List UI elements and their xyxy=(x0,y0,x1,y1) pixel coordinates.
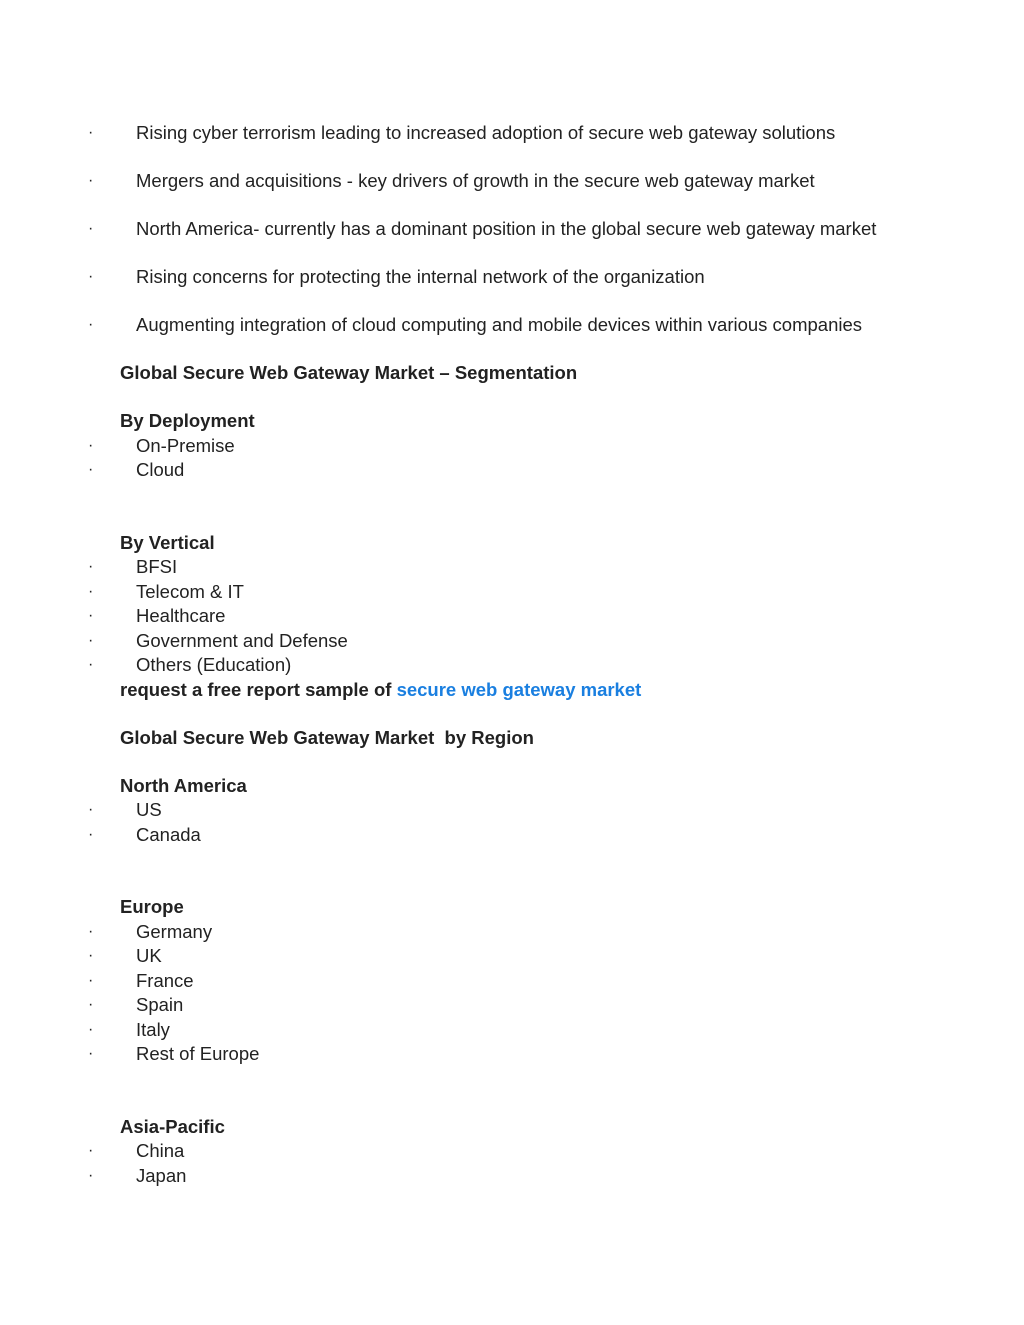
bullet-icon: · xyxy=(88,656,94,673)
list-item xyxy=(0,944,1024,968)
bullet-icon: · xyxy=(88,947,94,964)
bullet-icon: · xyxy=(88,124,94,141)
bullet-icon: · xyxy=(88,996,94,1013)
highlight-text: Rising cyber terrorism leading to increased adoption of secure web gateway solutions xyxy=(136,122,836,143)
list-item-text: Rest of Europe xyxy=(136,1043,260,1064)
list-item xyxy=(0,920,1024,944)
bullet-icon: · xyxy=(88,632,94,649)
bullet-icon: · xyxy=(88,826,94,843)
asia-pacific-heading-text: Asia-Pacific xyxy=(120,1116,225,1137)
region-title xyxy=(0,726,1024,750)
list-item xyxy=(0,1042,1024,1066)
list-item-text: Cloud xyxy=(136,459,185,480)
highlight-text: Augmenting integration of cloud computing and mobile devices within various companies xyxy=(136,314,863,335)
bullet-icon: · xyxy=(88,801,94,818)
list-item xyxy=(0,823,1024,847)
list-item xyxy=(0,458,1024,482)
europe-heading xyxy=(0,895,1024,919)
list-item xyxy=(0,653,1024,677)
highlight-item xyxy=(0,265,1024,289)
list-item-text: Others (Education) xyxy=(136,654,292,675)
region-title-text: Global Secure Web Gateway Market by Region xyxy=(120,727,534,748)
bullet-icon: · xyxy=(88,461,94,478)
list-item-text: UK xyxy=(136,945,162,966)
list-item-text: On-Premise xyxy=(136,435,235,456)
list-item xyxy=(0,993,1024,1017)
bullet-icon: · xyxy=(88,1142,94,1159)
list-item xyxy=(0,434,1024,458)
sample-request-text xyxy=(120,678,641,702)
list-item-text: Government and Defense xyxy=(136,630,348,651)
bullet-icon: · xyxy=(88,437,94,454)
vertical-heading-text: By Vertical xyxy=(120,532,215,553)
bullet-icon: · xyxy=(88,1045,94,1062)
highlight-text: North America- currently has a dominant position in the global secure web gateway market xyxy=(136,218,877,239)
highlight-text: Rising concerns for protecting the internal network of the organization xyxy=(136,266,705,287)
bullet-icon: · xyxy=(88,268,94,285)
bullet-icon: · xyxy=(88,923,94,940)
list-item-text: France xyxy=(136,970,194,991)
north-america-heading xyxy=(0,774,1024,798)
list-item-text: US xyxy=(136,799,162,820)
list-item-text: Germany xyxy=(136,921,213,942)
bullet-icon: · xyxy=(88,972,94,989)
list-item-text: Healthcare xyxy=(136,605,226,626)
bullet-icon: · xyxy=(88,220,94,237)
europe-heading-text: Europe xyxy=(120,896,184,917)
deployment-heading xyxy=(0,409,1024,433)
sample-request-prefix: request a free report sample of xyxy=(120,679,397,700)
list-item xyxy=(0,969,1024,993)
bullet-icon: · xyxy=(88,1167,94,1184)
highlight-item xyxy=(0,169,1024,193)
bullet-icon: · xyxy=(88,316,94,333)
list-item-text: Italy xyxy=(136,1019,170,1040)
list-item-text: Canada xyxy=(136,824,201,845)
list-item-text: Japan xyxy=(136,1165,187,1186)
deployment-heading-text: By Deployment xyxy=(120,410,255,431)
list-item-text: China xyxy=(136,1140,185,1161)
highlight-item xyxy=(0,217,1024,241)
list-item xyxy=(0,629,1024,653)
list-item xyxy=(0,604,1024,628)
segmentation-title-text: Global Secure Web Gateway Market – Segmentation xyxy=(120,362,578,383)
bullet-icon: · xyxy=(88,558,94,575)
list-item xyxy=(0,1018,1024,1042)
asia-pacific-heading xyxy=(0,1115,1024,1139)
list-item xyxy=(0,555,1024,579)
list-item-text: Telecom & IT xyxy=(136,581,244,602)
bullet-icon: · xyxy=(88,172,94,189)
bullet-icon: · xyxy=(88,583,94,600)
segmentation-title xyxy=(0,361,1024,385)
list-item xyxy=(0,798,1024,822)
highlight-item xyxy=(0,313,1024,337)
north-america-heading-text: North America xyxy=(120,775,247,796)
list-item-text: Spain xyxy=(136,994,184,1015)
highlight-item xyxy=(0,121,1024,145)
bullet-icon: · xyxy=(88,607,94,624)
list-item xyxy=(0,1139,1024,1163)
list-item xyxy=(0,1164,1024,1188)
secure-web-gateway-market-link[interactable]: secure web gateway market xyxy=(396,679,642,700)
bullet-icon: · xyxy=(88,1021,94,1038)
sample-request xyxy=(0,678,1024,702)
vertical-heading xyxy=(0,531,1024,555)
highlight-text: Mergers and acquisitions - key drivers of growth in the secure web gateway market xyxy=(136,170,815,191)
list-item xyxy=(0,580,1024,604)
list-item-text: BFSI xyxy=(136,556,178,577)
